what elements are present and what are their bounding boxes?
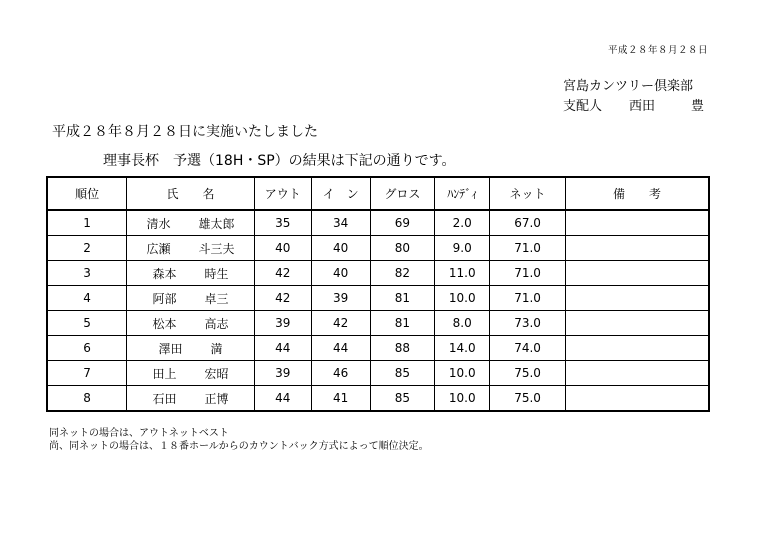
header-out: アウト — [254, 177, 311, 210]
rank-cell: 7 — [47, 361, 127, 386]
name-cell — [127, 311, 255, 336]
manager-family-name: 西田 — [629, 99, 656, 114]
in-cell: 42 — [311, 311, 370, 336]
in-cell: 41 — [311, 386, 370, 412]
club-name: 宮島カンツリー倶楽部 — [563, 79, 694, 94]
in-cell: 39 — [311, 286, 370, 311]
remarks-cell — [565, 311, 709, 336]
handicap-cell: 8.0 — [435, 311, 490, 336]
name-cell — [127, 236, 255, 261]
net-cell: 75.0 — [490, 386, 566, 412]
net-cell: 75.0 — [490, 361, 566, 386]
net-cell: 74.0 — [490, 336, 566, 361]
header-net: ネット — [490, 177, 566, 210]
table-row — [47, 261, 709, 286]
remarks-cell — [565, 210, 709, 236]
rank-cell: 8 — [47, 386, 127, 412]
family-name: 田上 — [152, 366, 177, 381]
family-name: 松本 — [152, 316, 177, 331]
family-name: 澤田 — [158, 341, 183, 356]
handicap-cell: 11.0 — [435, 261, 490, 286]
handicap-cell: 9.0 — [435, 236, 490, 261]
given-name: 高志 — [204, 316, 229, 331]
manager-title: 支配人 — [563, 99, 603, 114]
family-name: 阿部 — [152, 291, 177, 306]
in-cell: 34 — [311, 210, 370, 236]
given-name: 卓三 — [204, 291, 229, 306]
name-cell — [127, 210, 255, 236]
table-row — [47, 386, 709, 412]
net-cell: 71.0 — [490, 261, 566, 286]
out-cell: 42 — [254, 286, 311, 311]
header-remarks: 備 考 — [565, 177, 709, 210]
family-name: 清水 — [146, 216, 171, 231]
name-cell — [127, 336, 255, 361]
remarks-cell — [565, 336, 709, 361]
rank-cell: 1 — [47, 210, 127, 236]
intro-text: 平成２８年８月２８日に実施いたしました — [52, 124, 318, 140]
header-in: イ ン — [311, 177, 370, 210]
family-name: 広瀬 — [146, 241, 171, 256]
notes — [49, 427, 429, 453]
net-cell: 67.0 — [490, 210, 566, 236]
rank-cell: 5 — [47, 311, 127, 336]
family-name: 石田 — [152, 391, 177, 406]
gross-cell: 69 — [370, 210, 435, 236]
handicap-cell: 14.0 — [435, 336, 490, 361]
header-name: 氏 名 — [127, 177, 255, 210]
name-cell — [127, 261, 255, 286]
in-cell: 44 — [311, 336, 370, 361]
gross-cell: 81 — [370, 286, 435, 311]
table-header-row — [47, 177, 709, 210]
remarks-cell — [565, 286, 709, 311]
note-line: 同ネットの場合は、アウトネットベスト — [49, 428, 229, 439]
handicap-cell: 10.0 — [435, 386, 490, 412]
in-cell: 40 — [311, 261, 370, 286]
table-row — [47, 210, 709, 236]
given-name: 満 — [210, 341, 223, 356]
gross-cell: 85 — [370, 361, 435, 386]
document-date: 平成２８年８月２８日 — [607, 45, 708, 56]
out-cell: 44 — [254, 386, 311, 412]
results-table — [46, 176, 710, 412]
table-row — [47, 336, 709, 361]
given-name: 時生 — [204, 266, 229, 281]
gross-cell: 81 — [370, 311, 435, 336]
out-cell: 44 — [254, 336, 311, 361]
table-row — [47, 361, 709, 386]
note-line: 尚、同ネットの場合は、１８番ホールからのカウントバック方式によって順位決定。 — [49, 441, 429, 452]
handicap-cell: 10.0 — [435, 361, 490, 386]
out-cell: 39 — [254, 361, 311, 386]
header-gross: グロス — [370, 177, 435, 210]
out-cell: 40 — [254, 236, 311, 261]
given-name: 雄太郎 — [198, 216, 235, 231]
out-cell: 42 — [254, 261, 311, 286]
given-name: 正博 — [204, 391, 229, 406]
name-cell — [127, 386, 255, 412]
handicap-cell: 10.0 — [435, 286, 490, 311]
header-handicap: ﾊﾝﾃﾞｨ — [435, 177, 490, 210]
net-cell: 71.0 — [490, 236, 566, 261]
out-cell: 35 — [254, 210, 311, 236]
rank-cell: 6 — [47, 336, 127, 361]
rank-cell: 3 — [47, 261, 127, 286]
gross-cell: 82 — [370, 261, 435, 286]
net-cell: 73.0 — [490, 311, 566, 336]
gross-cell: 85 — [370, 386, 435, 412]
family-name: 森本 — [152, 266, 177, 281]
remarks-cell — [565, 361, 709, 386]
manager-given-name: 豊 — [691, 99, 705, 114]
given-name: 宏昭 — [204, 366, 229, 381]
table-row — [47, 311, 709, 336]
manager-signature — [563, 95, 713, 114]
table-row — [47, 236, 709, 261]
given-name: 斗三夫 — [198, 241, 235, 256]
table-row — [47, 286, 709, 311]
header-rank: 順位 — [47, 177, 127, 210]
in-cell: 40 — [311, 236, 370, 261]
net-cell: 71.0 — [490, 286, 566, 311]
gross-cell: 88 — [370, 336, 435, 361]
out-cell: 39 — [254, 311, 311, 336]
name-cell — [127, 286, 255, 311]
remarks-cell — [565, 386, 709, 412]
in-cell: 46 — [311, 361, 370, 386]
rank-cell: 4 — [47, 286, 127, 311]
name-cell — [127, 361, 255, 386]
gross-cell: 80 — [370, 236, 435, 261]
rank-cell: 2 — [47, 236, 127, 261]
remarks-cell — [565, 236, 709, 261]
remarks-cell — [565, 261, 709, 286]
handicap-cell: 2.0 — [435, 210, 490, 236]
subtitle-text: 理事長杯 予選（18H・SP）の結果は下記の通りです。 — [103, 153, 456, 169]
